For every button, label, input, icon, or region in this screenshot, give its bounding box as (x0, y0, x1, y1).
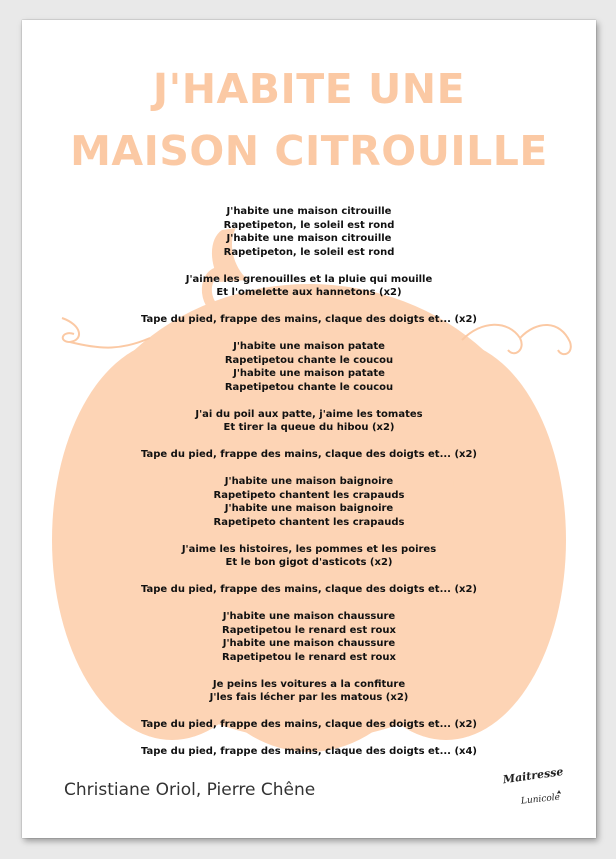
refrain (22, 718, 596, 732)
lyric-line: Rapetipeton, le soleil est rond (223, 219, 395, 231)
lyric-line: Rapetipetou le renard est roux (222, 651, 396, 663)
lyric-line: Tape du pied, frappe des mains, claque des doigts et... (x2) (140, 314, 478, 325)
lyric-line: Tape du pied, frappe des mains, claque des doigts et... (x2) (140, 449, 478, 460)
lyric-line: Rapetipeto chantent les crapauds (213, 516, 405, 528)
lyric-line: Et le bon gigot d'asticots (x2) (225, 557, 393, 568)
lyric-line: Rapetipeto chantent les crapauds (213, 489, 405, 501)
lyric-line: Rapetipetou chante le coucou (224, 381, 394, 393)
stanza (22, 340, 596, 394)
song-authors: Christiane Oriol, Pierre Chêne (64, 780, 316, 800)
lyric-line: J'habite une maison baignoire (224, 503, 394, 514)
stanza (22, 205, 596, 259)
logo-line: Maitresse (502, 764, 565, 787)
stanza (22, 610, 596, 664)
lyric-line: Rapetipetou chante le coucou (224, 354, 394, 366)
lyric-line: J'aime les grenouilles et la pluie qui mouille (185, 273, 433, 285)
lyric-line: Et tirer la queue du hibou (x2) (223, 422, 395, 433)
song-title (22, 58, 596, 182)
logo-line: Lunicole (520, 792, 561, 807)
lyric-line: Tape du pied, frappe des mains, claque des doigts et... (x2) (140, 719, 478, 730)
refrain (22, 583, 596, 597)
lyric-line: Tape du pied, frappe des mains, claque des doigts et... (x2) (140, 584, 478, 595)
lyric-line: J'aime les histoires, les pommes et les poires (181, 543, 437, 555)
lyrics-body (22, 205, 596, 772)
lyric-line: J'habite une maison chaussure (222, 611, 396, 622)
lyric-line: Et l'omelette aux hannetons (x2) (216, 287, 402, 298)
lyric-line: J'habite une maison patate (233, 368, 385, 379)
lyric-line: Rapetipetou le renard est roux (222, 624, 396, 636)
lyric-line: J'habite une maison citrouille (226, 233, 392, 244)
stanza (22, 475, 596, 529)
refrain (22, 448, 596, 462)
stanza (22, 543, 596, 570)
refrain (22, 313, 596, 327)
lyrics-page (22, 20, 596, 838)
title-line: J'HABITE UNE (152, 65, 466, 113)
lyric-line: J'habite une maison chaussure (222, 638, 396, 649)
lyric-line: Tape du pied, frappe des mains, claque des doigts et... (x4) (140, 746, 478, 757)
title-line: MAISON CITROUILLE (70, 127, 548, 175)
maitresse-lunicole-logo (497, 760, 567, 812)
lyric-line: Rapetipeton, le soleil est rond (223, 246, 395, 258)
stanza (22, 273, 596, 300)
lyric-line: J'habite une maison citrouille (226, 206, 392, 217)
lyric-line: Je peins les voitures a la confiture (212, 678, 406, 690)
stanza (22, 408, 596, 435)
lyric-line: J'ai du poil aux patte, j'aime les tomates (195, 408, 423, 420)
lyric-line: J'habite une maison baignoire (224, 476, 394, 487)
stanza (22, 678, 596, 705)
lyric-line: J'habite une maison patate (233, 341, 385, 352)
refrain (22, 745, 596, 759)
lyric-line: J'les fais lécher par les matous (x2) (209, 692, 409, 703)
